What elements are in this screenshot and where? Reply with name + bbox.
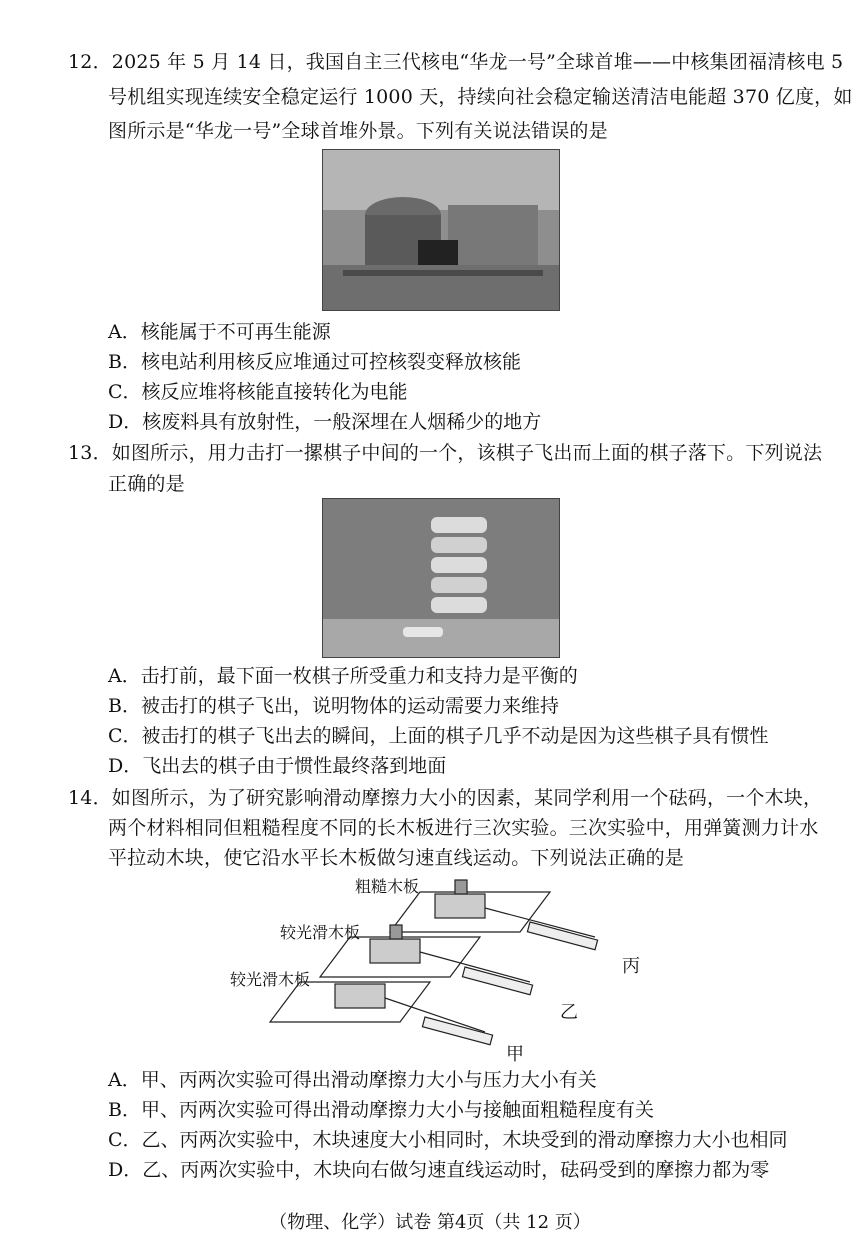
block-yi	[370, 939, 420, 963]
q13-stem-line-1: 13．如图所示，用力击打一摞棋子中间的一个，该棋子飞出而上面的棋子落下。下列说法	[68, 442, 823, 464]
q12-option-c: C．核反应堆将核能直接转化为电能	[108, 381, 408, 403]
q13-stem-line-2: 正确的是	[108, 473, 185, 495]
label-bing: 丙	[622, 956, 640, 977]
q14-option-b: B．甲、丙两次实验可得出滑动摩擦力大小与接触面粗糙程度有关	[108, 1099, 654, 1121]
q12-stem-line-2: 号机组实现连续安全稳定运行 1000 天，持续向社会稳定输送清洁电能超 370 亿度，如	[108, 86, 853, 108]
label-board-smooth-1: 较光滑木板	[280, 923, 361, 942]
label-board-rough: 粗糙木板	[355, 877, 420, 896]
q14-stem-line-3: 平拉动木块，使它沿水平长木板做匀速直线运动。下列说法正确的是	[108, 847, 685, 869]
q12-option-b: B．核电站利用核反应堆通过可控核裂变释放核能	[108, 351, 521, 373]
friction-experiment-figure	[230, 872, 650, 1065]
q14-option-d: D．乙、丙两次实验中，木块向右做匀速直线运动时，砝码受到的摩擦力都为零	[108, 1159, 770, 1181]
q14-option-a: A．甲、丙两次实验可得出滑动摩擦力大小与压力大小有关	[108, 1069, 597, 1091]
weight-bing	[455, 880, 467, 894]
chess-stack-drawing	[323, 499, 559, 657]
scale-yi	[462, 967, 532, 995]
q13-option-c: C．被击打的棋子飞出去的瞬间，上面的棋子几乎不动是因为这些棋子具有惯性	[108, 725, 769, 747]
block-jia	[335, 984, 385, 1008]
reactor-photo	[322, 149, 560, 311]
q12-option-d: D．核废料具有放射性，一般深埋在人烟稀少的地方	[108, 411, 542, 433]
label-yi: 乙	[560, 1002, 578, 1023]
q12-option-a: A．核能属于不可再生能源	[108, 321, 331, 343]
q14-stem-line-1: 14．如图所示，为了研究影响滑动摩擦力大小的因素，某同学利用一个砝码，一个木块，	[68, 787, 823, 809]
q13-option-a: A．击打前，最下面一枚棋子所受重力和支持力是平衡的	[108, 665, 578, 687]
weight-yi	[390, 925, 402, 939]
label-jia: 甲	[506, 1044, 524, 1065]
q13-option-b: B．被击打的棋子飞出，说明物体的运动需要力来维持	[108, 695, 559, 717]
q14-stem-line-2: 两个材料相同但粗糙程度不同的长木板进行三次实验。三次实验中，用弹簧测力计水	[108, 817, 819, 839]
reactor-photo-drawing	[323, 150, 559, 310]
q13-option-d: D．飞出去的棋子由于惯性最终落到地面	[108, 755, 447, 777]
label-board-smooth-2: 较光滑木板	[230, 970, 311, 989]
chess-stack-photo	[322, 498, 560, 658]
scale-bing	[527, 922, 597, 950]
block-bing	[435, 894, 485, 918]
q12-stem-line-3: 图所示是“华龙一号”全球首堆外景。下列有关说法错误的是	[108, 120, 608, 142]
q12-stem-line-1: 12．2025 年 5 月 14 日，我国自主三代核电“华龙一号”全球首堆——中核集团福清核电 5	[68, 51, 844, 73]
page-footer: （物理、化学）试卷 第4页（共 12 页）	[269, 1212, 591, 1233]
q14-option-c: C．乙、丙两次实验中，木块速度大小相同时，木块受到的滑动摩擦力大小也相同	[108, 1129, 788, 1151]
